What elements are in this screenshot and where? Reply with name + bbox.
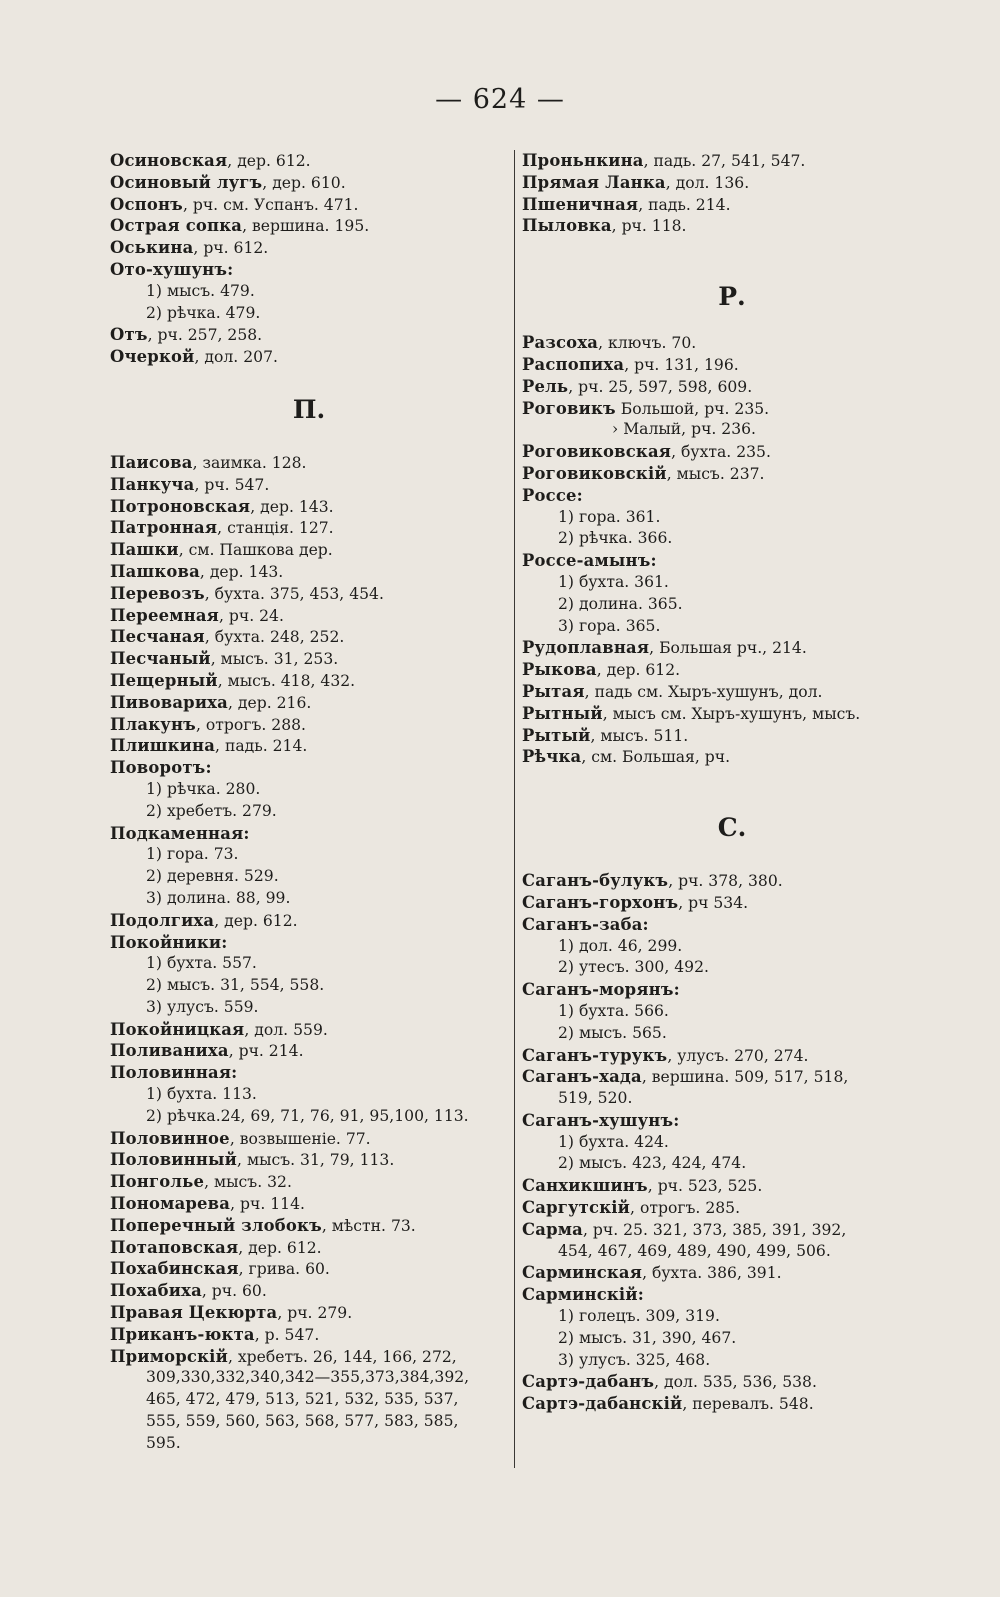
entry-detail: , рч. 114.	[230, 1195, 305, 1214]
entry-detail: , бухта. 375, 453, 454.	[204, 584, 384, 603]
index-subentry: 3) гора. 365.	[558, 616, 661, 635]
entry-detail: , дер. 610.	[262, 173, 346, 192]
entry-detail: , падь. 214.	[215, 737, 308, 756]
entry-headword: Саганъ-булукъ	[522, 871, 669, 891]
section-letter-r: Р.	[718, 282, 746, 312]
entry-headword: Осиновская	[110, 151, 228, 170]
entry-detail: , рч. 118.	[611, 217, 687, 236]
entries-o	[110, 150, 508, 368]
entry-headword: Рытая	[522, 681, 585, 701]
index-entry	[522, 1284, 942, 1306]
index-entry	[110, 561, 508, 583]
entry-detail: , мысъ. 511.	[590, 726, 689, 745]
entry-detail: , мысъ. 32.	[204, 1173, 292, 1192]
entry-detail: , рч. 612.	[193, 239, 269, 258]
index-subentry: 1) бухта. 566.	[558, 1001, 669, 1020]
entry-headword: Приморскій	[110, 1346, 228, 1366]
index-entry	[522, 354, 942, 376]
entry-headword: Потроновская	[110, 496, 251, 516]
index-subentry: 1) бухта. 361.	[558, 572, 669, 591]
index-entry	[110, 823, 508, 845]
index-subentry: 3) улусъ. 559.	[146, 997, 259, 1016]
index-entry	[522, 485, 942, 507]
index-entry	[522, 172, 942, 194]
entry-detail: , вершина. 509, 517, 518,	[641, 1068, 849, 1087]
entry-headword: Половинное	[110, 1128, 230, 1148]
entry-headword: Роговиковская	[522, 442, 672, 462]
entry-detail: , бухта. 248, 252.	[204, 628, 345, 647]
index-entry	[522, 1393, 942, 1415]
entry-headword: Саганъ-хада	[522, 1067, 642, 1087]
index-entry	[522, 892, 942, 914]
entry-headword: Поперечный злобокъ	[110, 1215, 322, 1235]
entry-detail: , рч. 279.	[277, 1304, 353, 1323]
entry-headword: Пещерный	[110, 670, 218, 690]
index-entry	[522, 746, 942, 768]
entry-detail: , отрогъ. 288.	[195, 715, 306, 734]
entry-headword: Саганъ-заба:	[522, 914, 649, 934]
index-subentry: 2) рѣчка. 366.	[558, 529, 673, 548]
entry-detail: , заимка. 128.	[192, 453, 307, 472]
column-divider	[514, 150, 515, 1468]
index-entry	[522, 703, 942, 725]
index-entry	[522, 215, 942, 237]
entry-detail: , бухта. 235.	[671, 443, 771, 462]
right-column	[522, 150, 942, 1415]
index-entry	[522, 150, 942, 172]
index-entry	[522, 659, 942, 681]
entry-continuation: 465, 472, 479, 513, 521, 532, 535, 537,	[146, 1390, 459, 1409]
index-entry	[522, 681, 942, 703]
entry-continuation: 595.	[146, 1433, 181, 1452]
entry-headword: Покойники:	[110, 932, 228, 952]
index-entry	[110, 324, 508, 346]
entry-detail: , мысъ. 31, 253.	[210, 650, 339, 669]
entry-headword: Песчаная	[110, 627, 205, 647]
index-subentry: 2) утесъ. 300, 492.	[558, 958, 709, 977]
entry-headword: Похабинская	[110, 1259, 239, 1279]
index-entry	[522, 1219, 942, 1241]
index-entry	[110, 1128, 508, 1150]
index-entry	[110, 648, 508, 670]
entry-detail: , дер. 143.	[250, 497, 334, 516]
entry-detail: , рч. 214.	[228, 1042, 304, 1061]
entries-p	[110, 452, 508, 1455]
entry-headword: Рытый	[522, 725, 591, 745]
index-subentry: 1) гора. 73.	[146, 845, 239, 864]
entry-headword: Песчаный	[110, 649, 211, 669]
entry-headword: Прямая Ланка	[522, 172, 666, 192]
index-entry	[522, 979, 942, 1001]
entry-headword: Осиновый лугъ	[110, 172, 263, 192]
section-letter-s: С.	[717, 813, 747, 843]
index-entry	[522, 914, 942, 936]
index-entry	[522, 1371, 942, 1393]
entry-detail: , дер. 612.	[238, 1238, 322, 1257]
entry-detail: , рч. 25. 321, 373, 385, 391, 392,	[582, 1220, 847, 1239]
index-entry	[522, 441, 942, 463]
entry-headword: Рытный	[522, 703, 603, 723]
entry-headword: Саганъ-морянъ:	[522, 980, 680, 1000]
entry-headword: Сарминскій:	[522, 1285, 644, 1305]
entry-headword: Половинная:	[110, 1063, 238, 1083]
index-entry	[110, 1302, 508, 1324]
entry-headword: Роговикъ	[522, 398, 616, 418]
entry-detail: , мысъ. 237.	[666, 464, 765, 483]
entry-headword: Правая Цекюрта	[110, 1303, 278, 1323]
entry-headword: Саганъ-турукъ	[522, 1045, 668, 1065]
entry-continuation: 454, 467, 469, 489, 490, 499, 506.	[558, 1241, 831, 1260]
index-entry	[110, 910, 508, 932]
index-entry	[110, 670, 508, 692]
index-entry	[110, 1171, 508, 1193]
entry-headword: Пыловка	[522, 216, 612, 236]
index-entry	[110, 1346, 508, 1368]
entry-detail: , грива. 60.	[238, 1260, 330, 1279]
entry-headword: Плишкина	[110, 736, 216, 756]
index-entry	[522, 870, 942, 892]
entry-detail: , рч. 523, 525.	[647, 1177, 763, 1196]
entry-detail: , перевалъ. 548.	[682, 1395, 814, 1414]
index-subentry: 1) бухта. 113.	[146, 1085, 257, 1104]
index-entry	[110, 1215, 508, 1237]
index-entry	[110, 714, 508, 736]
entry-headword: Похабиха	[110, 1281, 202, 1301]
entry-headword: Саргутскій	[522, 1198, 631, 1218]
entry-detail: , возвышеніе. 77.	[229, 1129, 371, 1148]
entry-headword: Оспонъ	[110, 194, 183, 214]
index-entry	[110, 474, 508, 496]
index-entry	[110, 605, 508, 627]
entry-headword: Разсоха	[522, 333, 599, 353]
entry-headword: Пшеничная	[522, 194, 639, 214]
entry-headword: Острая сопка	[110, 216, 243, 236]
index-entry	[522, 1066, 942, 1088]
index-entry	[110, 517, 508, 539]
index-subentry: 2) рѣчка.24, 69, 71, 76, 91, 95,100, 113.	[146, 1106, 469, 1125]
index-entry	[522, 1197, 942, 1219]
entry-headword: Пономарева	[110, 1194, 231, 1214]
index-subentry: 2) рѣчка. 479.	[146, 303, 261, 322]
entry-continuation: 309,330,332,340,342—355,373,384,392,	[146, 1368, 470, 1387]
index-entry	[522, 1110, 942, 1132]
index-entry	[110, 1019, 508, 1041]
entry-headword: Россе-амынъ:	[522, 551, 657, 571]
index-entry	[522, 376, 942, 398]
index-entry	[110, 757, 508, 779]
entry-headword: Распопиха	[522, 354, 625, 374]
index-entry	[522, 194, 942, 216]
entry-detail: , дер. 143.	[199, 562, 284, 581]
index-entry	[110, 932, 508, 954]
entry-detail: , рч 534.	[678, 893, 749, 912]
entry-detail: , падь см. Хыръ-хушунъ, дол.	[584, 682, 823, 701]
entry-headword: Патронная	[110, 518, 218, 538]
index-entry	[110, 150, 508, 172]
entry-continuation: 519, 520.	[558, 1089, 633, 1108]
entry-detail: , ключъ. 70.	[598, 334, 697, 353]
index-entry	[110, 1258, 508, 1280]
index-entry	[522, 637, 942, 659]
index-entry	[522, 398, 942, 420]
index-subentry: 1) дол. 46, 299.	[558, 936, 683, 955]
entry-headword: Роговиковскій	[522, 463, 667, 483]
index-subentry: 2) мысъ. 31, 390, 467.	[558, 1328, 737, 1347]
index-entry	[522, 1262, 942, 1284]
entry-headword: Пивовариха	[110, 692, 228, 712]
entry-detail: , Большая рч., 214.	[649, 639, 807, 658]
index-entry	[522, 550, 942, 572]
index-entry	[110, 1149, 508, 1171]
entry-headword: Пашки	[110, 540, 179, 560]
index-entry	[110, 735, 508, 757]
index-entry	[110, 215, 508, 237]
entry-headword: Приканъ-юкта	[110, 1324, 255, 1344]
index-entry	[110, 346, 508, 368]
entries-r	[522, 332, 942, 768]
index-subentry: 2) хребетъ. 279.	[146, 801, 277, 820]
entry-detail: , дер. 612.	[227, 152, 311, 170]
index-subentry: 1) мысъ. 479.	[146, 281, 255, 300]
entry-continuation: 555, 559, 560, 563, 568, 577, 583, 585,	[146, 1412, 459, 1431]
index-entry	[522, 1045, 942, 1067]
index-subentry: 2) мысъ. 423, 424, 474.	[558, 1154, 747, 1173]
entry-detail: , мысъ см. Хыръ-хушунъ, мысъ.	[602, 704, 861, 723]
entry-headword: Отъ	[110, 325, 148, 345]
entry-detail: , падь. 214.	[638, 195, 731, 214]
index-entry	[522, 1175, 942, 1197]
entry-headword: Переемная	[110, 605, 219, 625]
index-entry	[110, 1193, 508, 1215]
entry-headword: Рыкова	[522, 660, 597, 680]
entry-detail: , дер. 612.	[214, 911, 298, 930]
index-subentry: 1) голецъ. 309, 319.	[558, 1307, 720, 1326]
index-entry	[110, 452, 508, 474]
entry-detail: , рч. 378, 380.	[668, 872, 783, 891]
entry-detail: Большой, рч. 235.	[615, 399, 770, 418]
entry-detail: , вершина. 195.	[242, 217, 370, 236]
entry-detail: , р. 547.	[254, 1325, 320, 1344]
entry-detail: , мысъ. 418, 432.	[217, 671, 356, 690]
entry-detail: , отрогъ. 285.	[630, 1199, 741, 1218]
index-entry	[522, 463, 942, 485]
entry-detail: , мѣстн. 73.	[321, 1216, 416, 1235]
entry-detail: , рч. 547.	[194, 475, 270, 494]
entry-detail: , дол. 136.	[665, 173, 750, 192]
entry-detail: , рч. 131, 196.	[624, 355, 739, 374]
section-letter-p: П.	[292, 394, 326, 424]
entry-detail: , улусъ. 270, 274.	[667, 1046, 809, 1065]
entry-detail: , рч. 60.	[201, 1282, 267, 1301]
entry-headword: Понголье	[110, 1172, 205, 1192]
index-subentry: 1) бухта. 424.	[558, 1132, 669, 1151]
entry-headword: Проньнкина	[522, 151, 644, 170]
entry-headword: Оськина	[110, 238, 194, 258]
index-entry	[110, 1280, 508, 1302]
entry-headword: Ото-хушунъ:	[110, 259, 234, 279]
entry-headword: Паисова	[110, 452, 193, 472]
index-entry	[110, 237, 508, 259]
entry-detail: , станція. 127.	[217, 519, 334, 538]
index-subentry: 2) долина. 365.	[558, 594, 683, 613]
entry-headword: Сартэ-дабанскій	[522, 1394, 683, 1414]
entry-headword: Сартэ-дабанъ	[522, 1372, 655, 1392]
entry-headword: Сарминская	[522, 1263, 643, 1283]
entry-headword: Панкуча	[110, 474, 195, 494]
entry-headword: Половинный	[110, 1150, 238, 1170]
entry-detail: , мысъ. 31, 79, 113.	[237, 1151, 395, 1170]
left-column	[110, 150, 508, 1455]
entry-detail: , см. Большая, рч.	[581, 748, 731, 767]
index-subentry: 1) гора. 361.	[558, 507, 661, 526]
entry-headword: Рудоплавная	[522, 638, 650, 658]
entry-headword: Перевозъ	[110, 583, 205, 603]
index-entry	[110, 1040, 508, 1062]
entry-detail: , бухта. 386, 391.	[642, 1264, 782, 1283]
entry-headword: Пашкова	[110, 561, 200, 581]
entry-detail: , хребетъ. 26, 144, 166, 272,	[227, 1347, 457, 1366]
entry-headword: Саганъ-хушунъ:	[522, 1110, 680, 1130]
page-number: — 624 —	[435, 84, 565, 115]
entry-headword: Сарма	[522, 1219, 583, 1239]
index-entry	[110, 626, 508, 648]
index-entry	[110, 583, 508, 605]
index-subentry: 1) рѣчка. 280.	[146, 779, 261, 798]
index-subentry: 3) улусъ. 325, 468.	[558, 1350, 711, 1369]
entry-detail: , рч. 257, 258.	[147, 326, 263, 345]
entry-detail: , рч. 24.	[219, 606, 284, 625]
entry-detail: , рч. см. Успанъ. 471.	[182, 195, 359, 214]
entry-detail: , дол. 207.	[194, 348, 278, 367]
entry-detail: , дол. 535, 536, 538.	[654, 1373, 817, 1392]
entry-headword: Санхикшинъ	[522, 1176, 648, 1196]
entry-headword: Поливаниха	[110, 1041, 229, 1061]
index-subentry: › Малый, рч. 236.	[612, 420, 757, 439]
entry-headword: Поворотъ:	[110, 758, 212, 778]
entry-headword: Рѣчка	[522, 747, 582, 767]
entry-headword: Потаповская	[110, 1237, 239, 1257]
entry-detail: , рч. 25, 597, 598, 609.	[568, 377, 753, 396]
entry-detail: , см. Пашкова дер.	[178, 541, 333, 560]
index-subentry: 2) деревня. 529.	[146, 867, 279, 886]
index-subentry: 2) мысъ. 31, 554, 558.	[146, 976, 325, 995]
entry-detail: , дол. 559.	[244, 1020, 328, 1039]
index-subentry: 3) долина. 88, 99.	[146, 888, 291, 907]
index-entry	[110, 259, 508, 281]
entry-detail: , дер. 612.	[596, 661, 681, 680]
index-entry	[110, 194, 508, 216]
index-entry	[522, 725, 942, 747]
entry-headword: Россе:	[522, 485, 583, 505]
entry-detail: , дер. 216.	[227, 693, 312, 712]
entry-headword: Очеркой	[110, 347, 195, 367]
index-entry	[522, 332, 942, 354]
index-subentry: 1) бухта. 557.	[146, 954, 257, 973]
entry-detail: , падь. 27, 541, 547.	[643, 152, 806, 170]
index-entry	[110, 1062, 508, 1084]
entry-headword: Саганъ-горхонъ	[522, 892, 679, 912]
entry-headword: Подкаменная:	[110, 823, 250, 843]
entry-headword: Плакунъ	[110, 714, 196, 734]
index-entry	[110, 1324, 508, 1346]
entry-headword: Покойницкая	[110, 1019, 245, 1039]
index-entry	[110, 692, 508, 714]
entry-headword: Подолгиха	[110, 910, 215, 930]
entries-s	[522, 870, 942, 1415]
index-entry	[110, 539, 508, 561]
index-subentry: 2) мысъ. 565.	[558, 1023, 667, 1042]
index-entry	[110, 496, 508, 518]
index-entry	[110, 172, 508, 194]
entries-p-continued	[522, 150, 942, 237]
index-entry	[110, 1237, 508, 1259]
entry-headword: Рель	[522, 376, 569, 396]
